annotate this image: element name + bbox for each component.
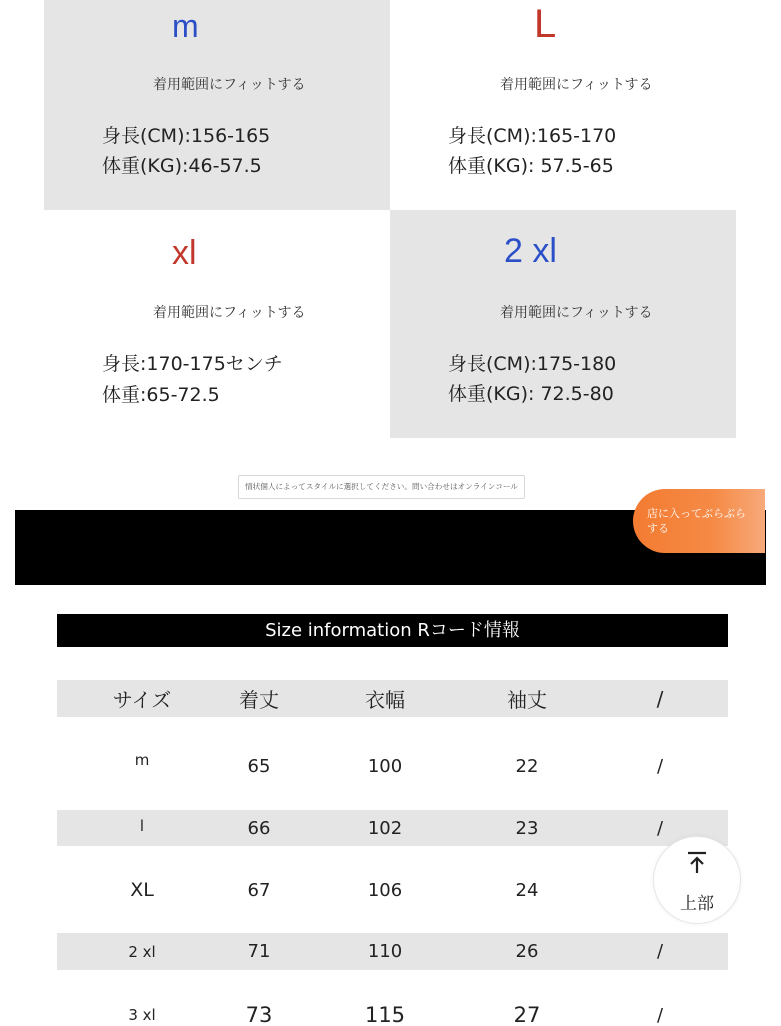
size-letter: 2 xl: [504, 232, 557, 270]
fit-text: 着用範囲にフィットする: [153, 305, 306, 321]
row-length: 66: [247, 817, 271, 839]
table-row: [57, 744, 728, 788]
fit-text: 着用範囲にフィットする: [153, 77, 306, 93]
row-size: l: [139, 817, 145, 835]
size-card-m: [44, 0, 390, 210]
row-sleeve: 27: [513, 1003, 541, 1026]
row-size: 3 xl: [128, 1006, 156, 1024]
row-length: 67: [247, 879, 271, 901]
weight-range: 体重(KG): 57.5-65: [448, 155, 614, 177]
height-range: 身長(CM):175-180: [448, 353, 617, 375]
size-info-title: Size information Rコード情報: [265, 620, 520, 641]
row-sleeve: 23: [515, 817, 539, 839]
size-card-l: [390, 0, 736, 210]
row-length: 73: [245, 1003, 273, 1026]
back-to-top-label: 上部: [680, 894, 714, 914]
row-sleeve: 22: [515, 755, 539, 777]
height-range: 身長(CM):156-165: [102, 125, 271, 147]
row-length: 71: [247, 941, 271, 962]
header-slash: /: [656, 686, 664, 711]
row-width: 110: [367, 941, 403, 962]
arrow-up-icon: [654, 849, 740, 879]
row-length: 65: [247, 755, 271, 777]
header-width: 衣幅: [365, 688, 405, 712]
row-sleeve: 24: [515, 879, 539, 901]
weight-range: 体重(KG):46-57.5: [102, 155, 262, 177]
table-row: [57, 933, 728, 970]
row-slash: /: [656, 817, 664, 839]
row-slash: /: [656, 755, 664, 777]
fit-text: 着用範囲にフィットする: [500, 77, 653, 93]
header-length: 着丈: [239, 688, 279, 712]
table-row: [57, 995, 728, 1026]
size-letter: xl: [172, 234, 197, 272]
size-info-bar: [57, 614, 728, 647]
row-size: 2 xl: [128, 942, 156, 961]
size-letter: L: [534, 2, 557, 46]
header-size: サイズ: [112, 688, 172, 712]
header-sleeve: 袖丈: [507, 688, 547, 712]
row-width: 115: [364, 1003, 406, 1026]
enter-shop-label-2: する: [647, 522, 669, 535]
enter-shop-button[interactable]: [633, 489, 765, 553]
weight-range: 体重(KG): 72.5-80: [448, 383, 614, 405]
size-card-xl: [44, 210, 390, 438]
table-header: [57, 680, 728, 717]
table-row: [57, 868, 728, 912]
fit-text: 着用範囲にフィットする: [500, 305, 653, 321]
back-to-top-button[interactable]: [653, 836, 741, 924]
enter-shop-label-1: 店に入ってぶらぶら: [647, 507, 746, 520]
table-row: [57, 810, 728, 846]
row-slash: /: [656, 1004, 664, 1026]
row-sleeve: 26: [515, 941, 539, 962]
selection-note: 情状個人によってスタイルに選択してください。問い合わせはオンラインコール: [238, 475, 525, 499]
row-size: m: [134, 751, 150, 769]
row-width: 102: [367, 817, 403, 839]
row-slash: /: [656, 941, 664, 962]
height-range: 身長:170-175センチ: [102, 353, 283, 375]
size-letter: m: [172, 8, 199, 44]
weight-range: 体重:65-72.5: [102, 384, 220, 406]
row-size: XL: [130, 879, 154, 901]
row-width: 106: [367, 879, 403, 901]
row-width: 100: [367, 755, 403, 777]
height-range: 身長(CM):165-170: [448, 125, 617, 147]
size-card-2xl: [390, 210, 736, 438]
